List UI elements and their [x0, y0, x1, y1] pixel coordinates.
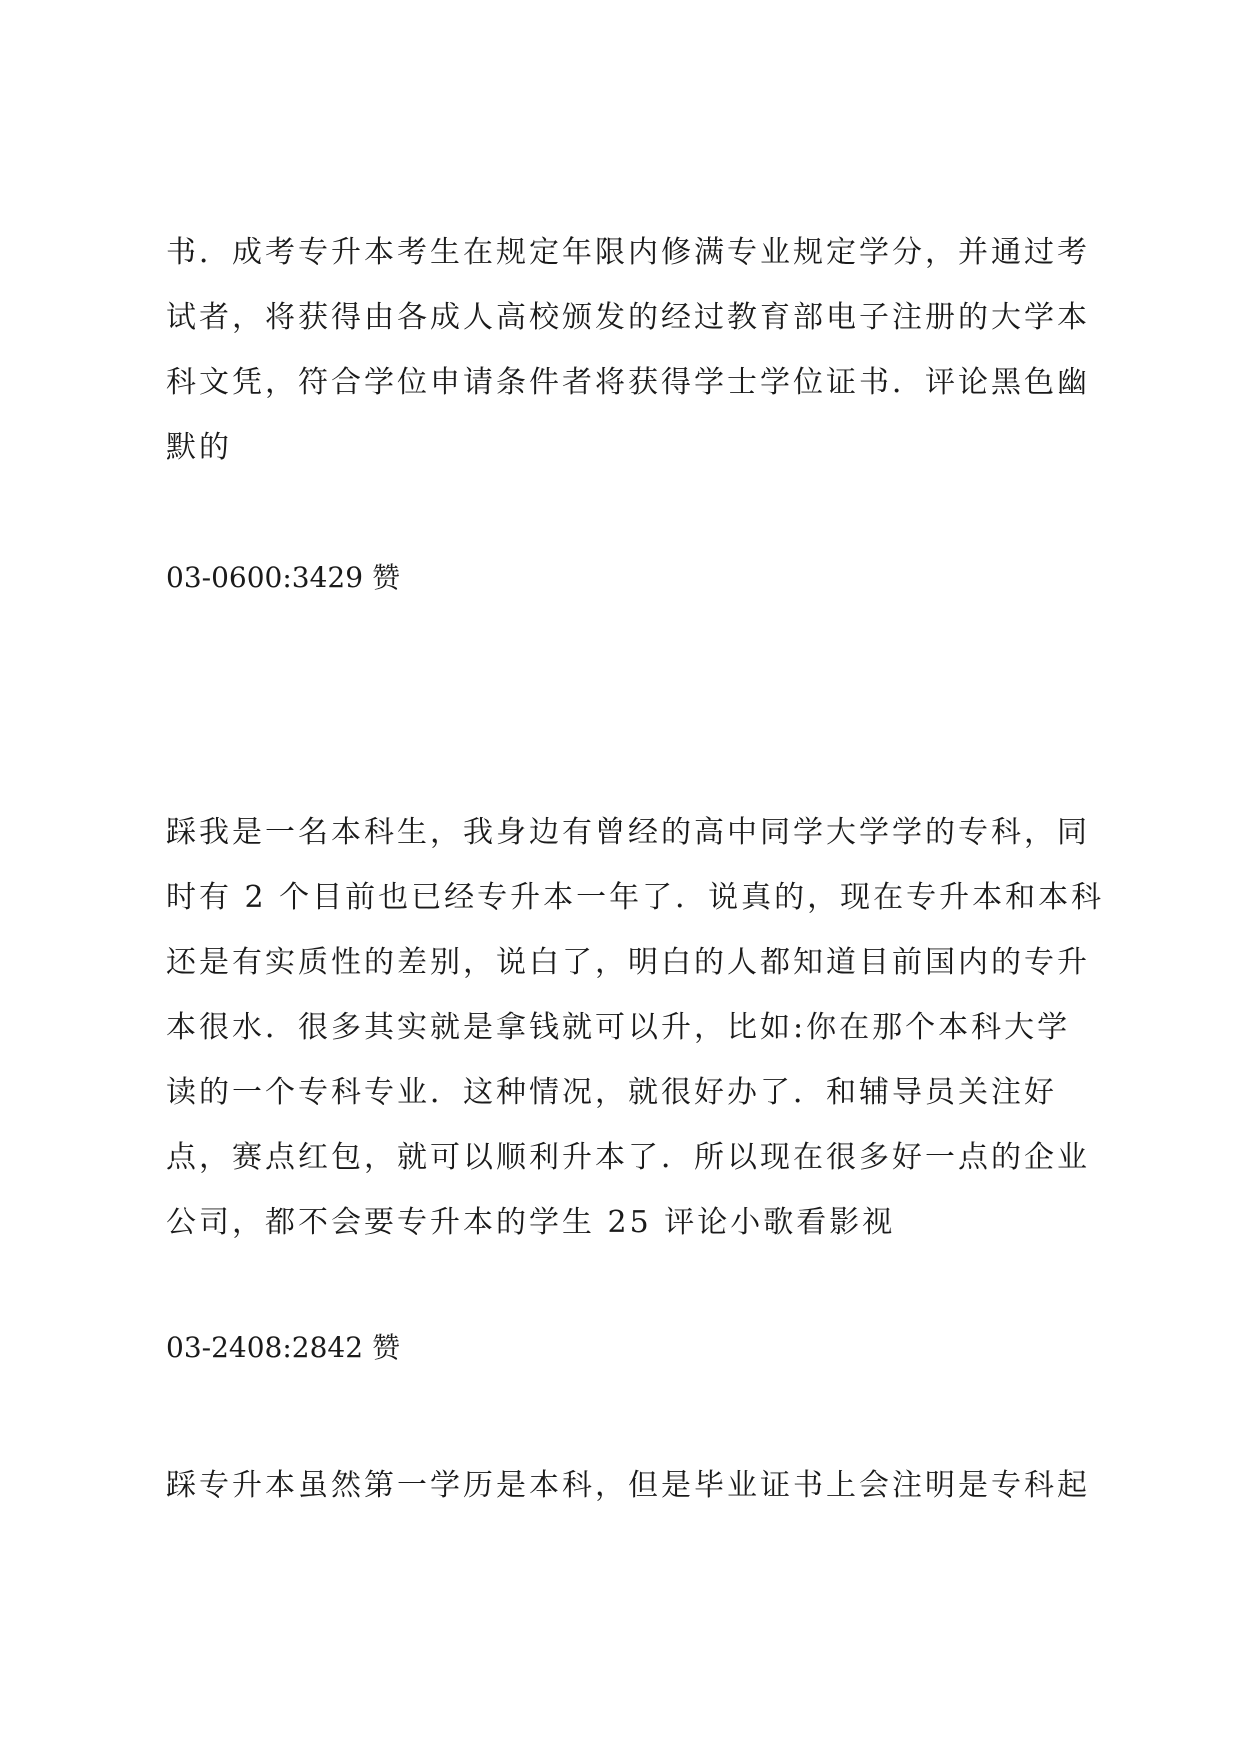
text-line: 书．成考专升本考生在规定年限内修满专业规定学分，并通过考 [166, 235, 1090, 270]
text-line: 读的一个专科专业．这种情况，就很好办了．和辅导员关注好 [166, 1075, 1057, 1110]
text-line: 试者，将获得由各成人高校颁发的经过教育部电子注册的大学本 [166, 300, 1090, 335]
text-line: 科文凭，符合学位申请条件者将获得学士学位证书．评论黑色幽 [166, 365, 1090, 400]
text-line: 本很水．很多其实就是拿钱就可以升，比如:你在那个本科大学 [166, 1010, 1071, 1045]
text-line: 踩我是一名本科生，我身边有曾经的高中同学大学学的专科，同 [166, 815, 1090, 850]
comment-meta: 03-2408:2842 赞 [166, 1331, 400, 1364]
comment-paragraph [166, 800, 1105, 1255]
comment-paragraph [166, 220, 1096, 480]
text-line: 点，赛点红包，就可以顺利升本了．所以现在很多好一点的企业 [166, 1140, 1090, 1175]
text-line: 公司，都不会要专升本的学生 25 评论小歌看影视 [166, 1205, 896, 1240]
comment-paragraph [166, 1453, 1096, 1518]
text-line: 还是有实质性的差别，说白了，明白的人都知道目前国内的专升 [166, 945, 1090, 980]
comment-meta: 03-0600:3429 赞 [166, 561, 400, 594]
text-line: 时有 2 个目前也已经专升本一年了．说真的，现在专升本和本科 [166, 880, 1105, 915]
text-line: 默的 [166, 430, 232, 465]
text-line: 踩专升本虽然第一学历是本科，但是毕业证书上会注明是专科起 [166, 1468, 1090, 1503]
